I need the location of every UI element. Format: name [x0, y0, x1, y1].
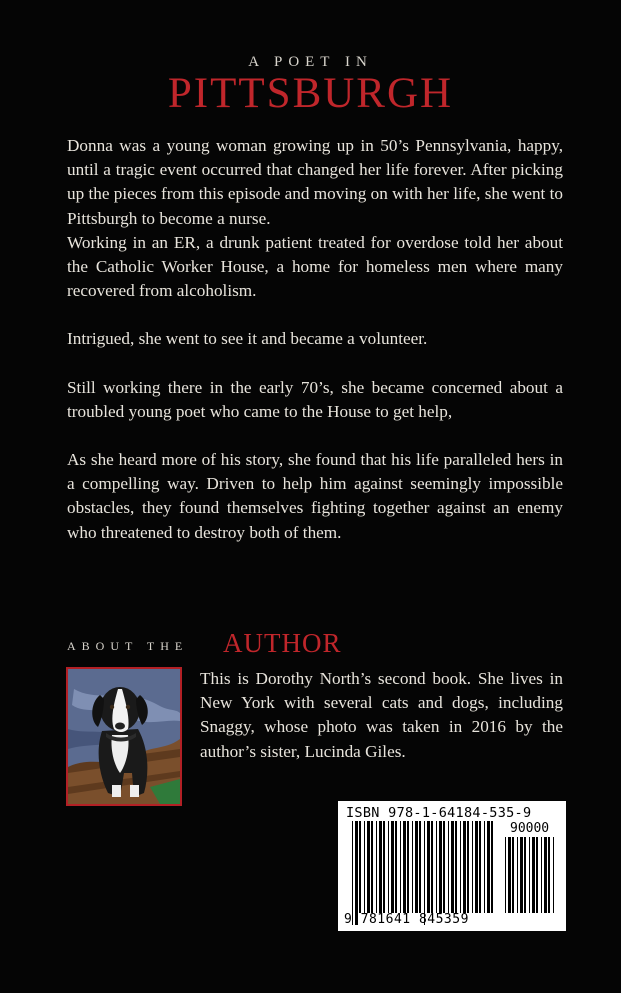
author-dog-photo [66, 667, 182, 806]
addon-bars [505, 837, 557, 925]
about-heading [67, 628, 567, 662]
barcode-bar [436, 821, 437, 913]
barcode-bar [395, 821, 397, 913]
barcode-bar [508, 837, 511, 913]
barcode-bar [544, 837, 547, 913]
barcode-bar [427, 821, 430, 913]
barcode-bar [364, 821, 365, 913]
blurb-paragraph-4: Still working there in the early 70’s, she became concerned about a troubled young poet who came to the House to get help, [67, 377, 563, 421]
barcode-bar [443, 821, 445, 913]
barcode-bar [359, 821, 361, 913]
barcode-bar [512, 837, 514, 913]
barcode-bar [536, 837, 538, 913]
barcode-bar [355, 821, 358, 925]
barcode-bar [400, 821, 401, 913]
barcode-bar [448, 821, 449, 913]
barcode-bar [524, 837, 526, 913]
barcode-bar [391, 821, 394, 913]
barcode-bar [472, 821, 473, 913]
barcode-bar [541, 837, 542, 913]
barcode-bar [532, 837, 535, 913]
barcode-bar [383, 821, 385, 913]
book-blurb [67, 134, 563, 545]
barcode-bar [367, 821, 370, 913]
barcode-bar [371, 821, 373, 913]
barcode-bar [431, 821, 433, 913]
barcode-bar [403, 821, 406, 913]
barcode-bar [412, 821, 413, 913]
barcode-bar [479, 821, 481, 913]
author-bio: This is Dorothy North’s second book. She lives in New York with several cats and dogs, including Snaggy, whose photo was taken in 2016 by the author’s sister, Lucinda Giles. [200, 669, 563, 761]
barcode-bar [439, 821, 442, 913]
barcode-bar [419, 821, 421, 913]
isbn-number: ISBN 978-1-64184-535-9 [346, 805, 532, 821]
barcode-bar [463, 821, 466, 913]
barcode-bar [505, 837, 506, 913]
about-heading-prefix: ABOUT THE [67, 639, 189, 653]
dog-photo-illustration [68, 669, 180, 804]
title-prefix: A POET IN [248, 54, 373, 70]
barcode-bar [415, 821, 418, 913]
blurb-paragraph-2: Working in an ER, a drunk patient treated for overdose told her about the Catholic Worker House, a home for homeless men where many recovered from alcoholism. [67, 232, 563, 301]
ean-bars [352, 821, 496, 925]
barcode-bar [520, 837, 523, 913]
blurb-paragraph-3: Intrigued, she went to see it and became a volunteer. [67, 329, 428, 349]
barcode-bar [553, 837, 554, 913]
barcode-bar [407, 821, 409, 913]
ean-digits: 9 781641 845359 [344, 912, 469, 927]
blurb-paragraph-5: As she heard more of his story, she found that his life paralleled hers in a compelling way. Driven to help him against seemingly impossible obstacles, they found themselves fighting together against an enemy who threatened to destroy both of them. [67, 450, 563, 542]
barcode-bar [517, 837, 518, 913]
barcode-bar [475, 821, 478, 913]
barcode-bar [548, 837, 550, 913]
barcode-bar [379, 821, 382, 913]
barcode-bar [484, 821, 485, 913]
barcode-bar [487, 821, 490, 913]
barcode-bar [460, 821, 461, 913]
about-heading-title: AUTHOR [223, 628, 342, 658]
barcode-bar [352, 821, 353, 925]
barcode-bar [424, 821, 425, 925]
barcode-bar [388, 821, 389, 913]
barcode-bar [455, 821, 457, 913]
price-code: 90000 [510, 821, 550, 836]
barcode-bar [376, 821, 377, 913]
barcode-bar [467, 821, 469, 913]
barcode-bar [491, 821, 493, 913]
barcode-bar [451, 821, 454, 913]
blurb-paragraph-1: Donna was a young woman growing up in 50’s Pennsylvania, happy, until a tragic event occurred that changed her life forever. After picking up the pieces from this episode and moving on with her life, she went to Pittsburgh to become a nurse. [67, 136, 563, 228]
isbn-barcode [338, 801, 566, 931]
book-title: PITTSBURGH [167, 70, 454, 117]
barcode-bar [529, 837, 530, 913]
